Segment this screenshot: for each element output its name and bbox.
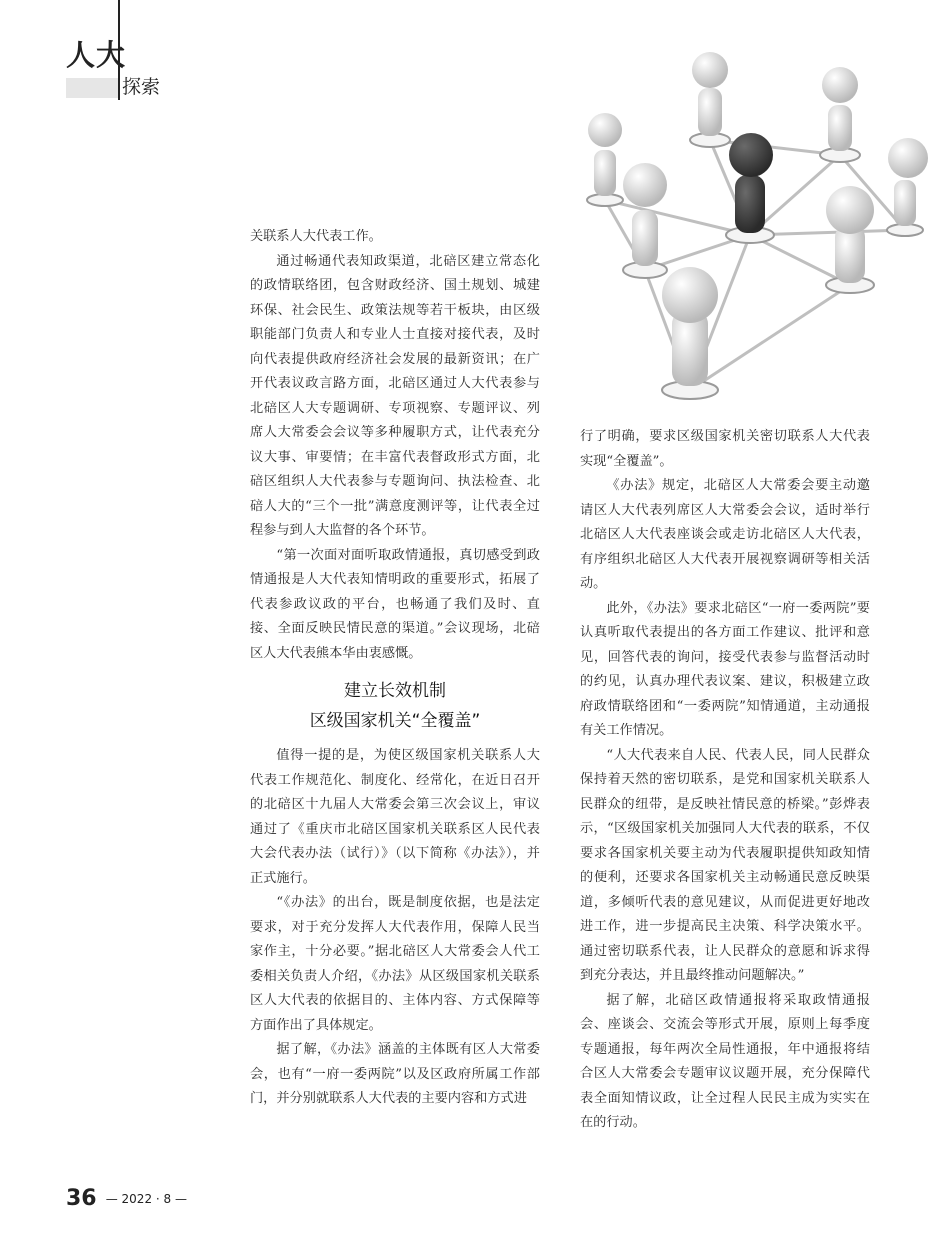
paragraph: 关联系人大代表工作。 xyxy=(250,229,382,244)
header-accent-bar xyxy=(66,78,118,98)
figure-center-dark xyxy=(729,133,773,233)
figure-upper-left xyxy=(588,113,622,196)
paragraph: “第一次面对面听取政情通报，真切感受到政情通报是人大代表知情明政的重要形式，拓展了代表参政议政的平台，也畅通了我们及时、直接、全面反映民情民意的渠道。”会议现场，北碚区人大代表熊本华由衷感慨。 xyxy=(250,547,540,661)
section-heading-line2: 区级国家机关“全覆盖” xyxy=(309,711,481,731)
figure-top xyxy=(692,52,728,136)
paragraph: 此外，《办法》要求北碚区“一府一委两院”要认真听取代表提出的各方面工作建议、批评和意见，回答代表的询问，接受代表参与监督活动时的约见，认真办理代表议案、建议，积极建立政府政情联络团和“一委两院”知情通道，主动通报有关工作情况。 xyxy=(580,600,870,738)
figure-mid-right xyxy=(826,186,874,283)
paragraph: 据了解，《办法》涵盖的主体既有区人大常委会，也有“一府一委两院”以及区政府所属工作部门，并分别就联系人大代表的主要内容和方式进 xyxy=(250,1042,540,1106)
figure-front xyxy=(662,267,718,386)
section-title: 人大 xyxy=(66,38,127,72)
section-heading xyxy=(250,676,540,736)
network-people-illustration xyxy=(570,40,940,420)
paragraph: “人大代表来自人民、代表人民，同人民群众保持着天然的密切联系，是党和国家机关联系人民群众的纽带，是反映社情民意的桥梁。”彭烨表示，“区级国家机关加强同人大代表的联系，不仅要求各国家机关要主动为代表履职提供知政知情的便利，还要求各国家机关主动畅通民意反映渠道，多倾听代表的意见建议，从而促进更好地改进工作，进一步提高民主决策、科学决策水平。通过密切联系代表，让人民群众的意愿和诉求得到充分表达，并且最终推动问题解决。” xyxy=(580,747,870,983)
figure-far-right xyxy=(888,138,928,226)
page-footer xyxy=(66,1186,187,1211)
page-number: 36 xyxy=(66,1186,97,1211)
figure-upper-right xyxy=(822,67,858,151)
paragraph: 据了解，北碚区政情通报将采取政情通报会、座谈会、交流会等形式开展，原则上每季度专题通报，每年两次全局性通报，年中通报将结合区人大常委会专题审议议题开展，充分保障代表全面知情议政，让全过程人民民主成为实实在在的行动。 xyxy=(580,992,870,1130)
paragraph: 值得一提的是，为使区级国家机关联系人大代表工作规范化、制度化、经常化，在近日召开的北碚区十九届人大常委会第三次会议上，审议通过了《重庆市北碚区国家机关联系区人民代表大会代表办法（试行）》（以下简称《办法》），并正式施行。 xyxy=(250,748,540,886)
right-text-column xyxy=(580,425,870,1136)
paragraph: “《办法》的出台，既是制度依据，也是法定要求，对于充分发挥人大代表作用，保障人民当家作主，十分必要。”据北碚区人大常委会人代工委相关负责人介绍，《办法》从区级国家机关联系区人大代表的依据目的、主体内容、方式保障等方面作出了具体规定。 xyxy=(250,895,540,1033)
paragraph: 《办法》规定，北碚区人大常委会要主动邀请区人大代表列席区人大常委会会议，适时举行北碚区人大代表座谈会或走访北碚区人大代表，有序组织北碚区人大代表开展视察调研等相关活动。 xyxy=(580,478,870,591)
section-subtitle: 探索 xyxy=(122,76,161,98)
issue-label: — 2022 · 8 — xyxy=(105,1191,187,1206)
left-text-column xyxy=(250,225,540,1112)
paragraph: 通过畅通代表知政渠道，北碚区建立常态化的政情联络团，包含财政经济、国土规划、城建环保、社会民生、政策法规等若干板块，由区级职能部门负责人和专业人士直接对接代表，及时向代表提供政府经济社会发展的最新资讯；在广开代表议政言路方面，北碚区通过人大代表参与北碚区人大专题调研、专项视察、专题评议、列席人大常委会会议等多种履职方式，让代表充分议大事、审要情；在丰富代表督政形式方面，北碚区组织人大代表参与专题询问、执法检查、北碚人大的“三个一批”满意度测评等，让代表全过程参与到人大监督的各个环节。 xyxy=(250,253,540,538)
section-heading-line1: 建立长效机制 xyxy=(344,681,446,701)
paragraph: 行了明确，要求区级国家机关密切联系人大代表实现“全覆盖”。 xyxy=(580,429,870,469)
